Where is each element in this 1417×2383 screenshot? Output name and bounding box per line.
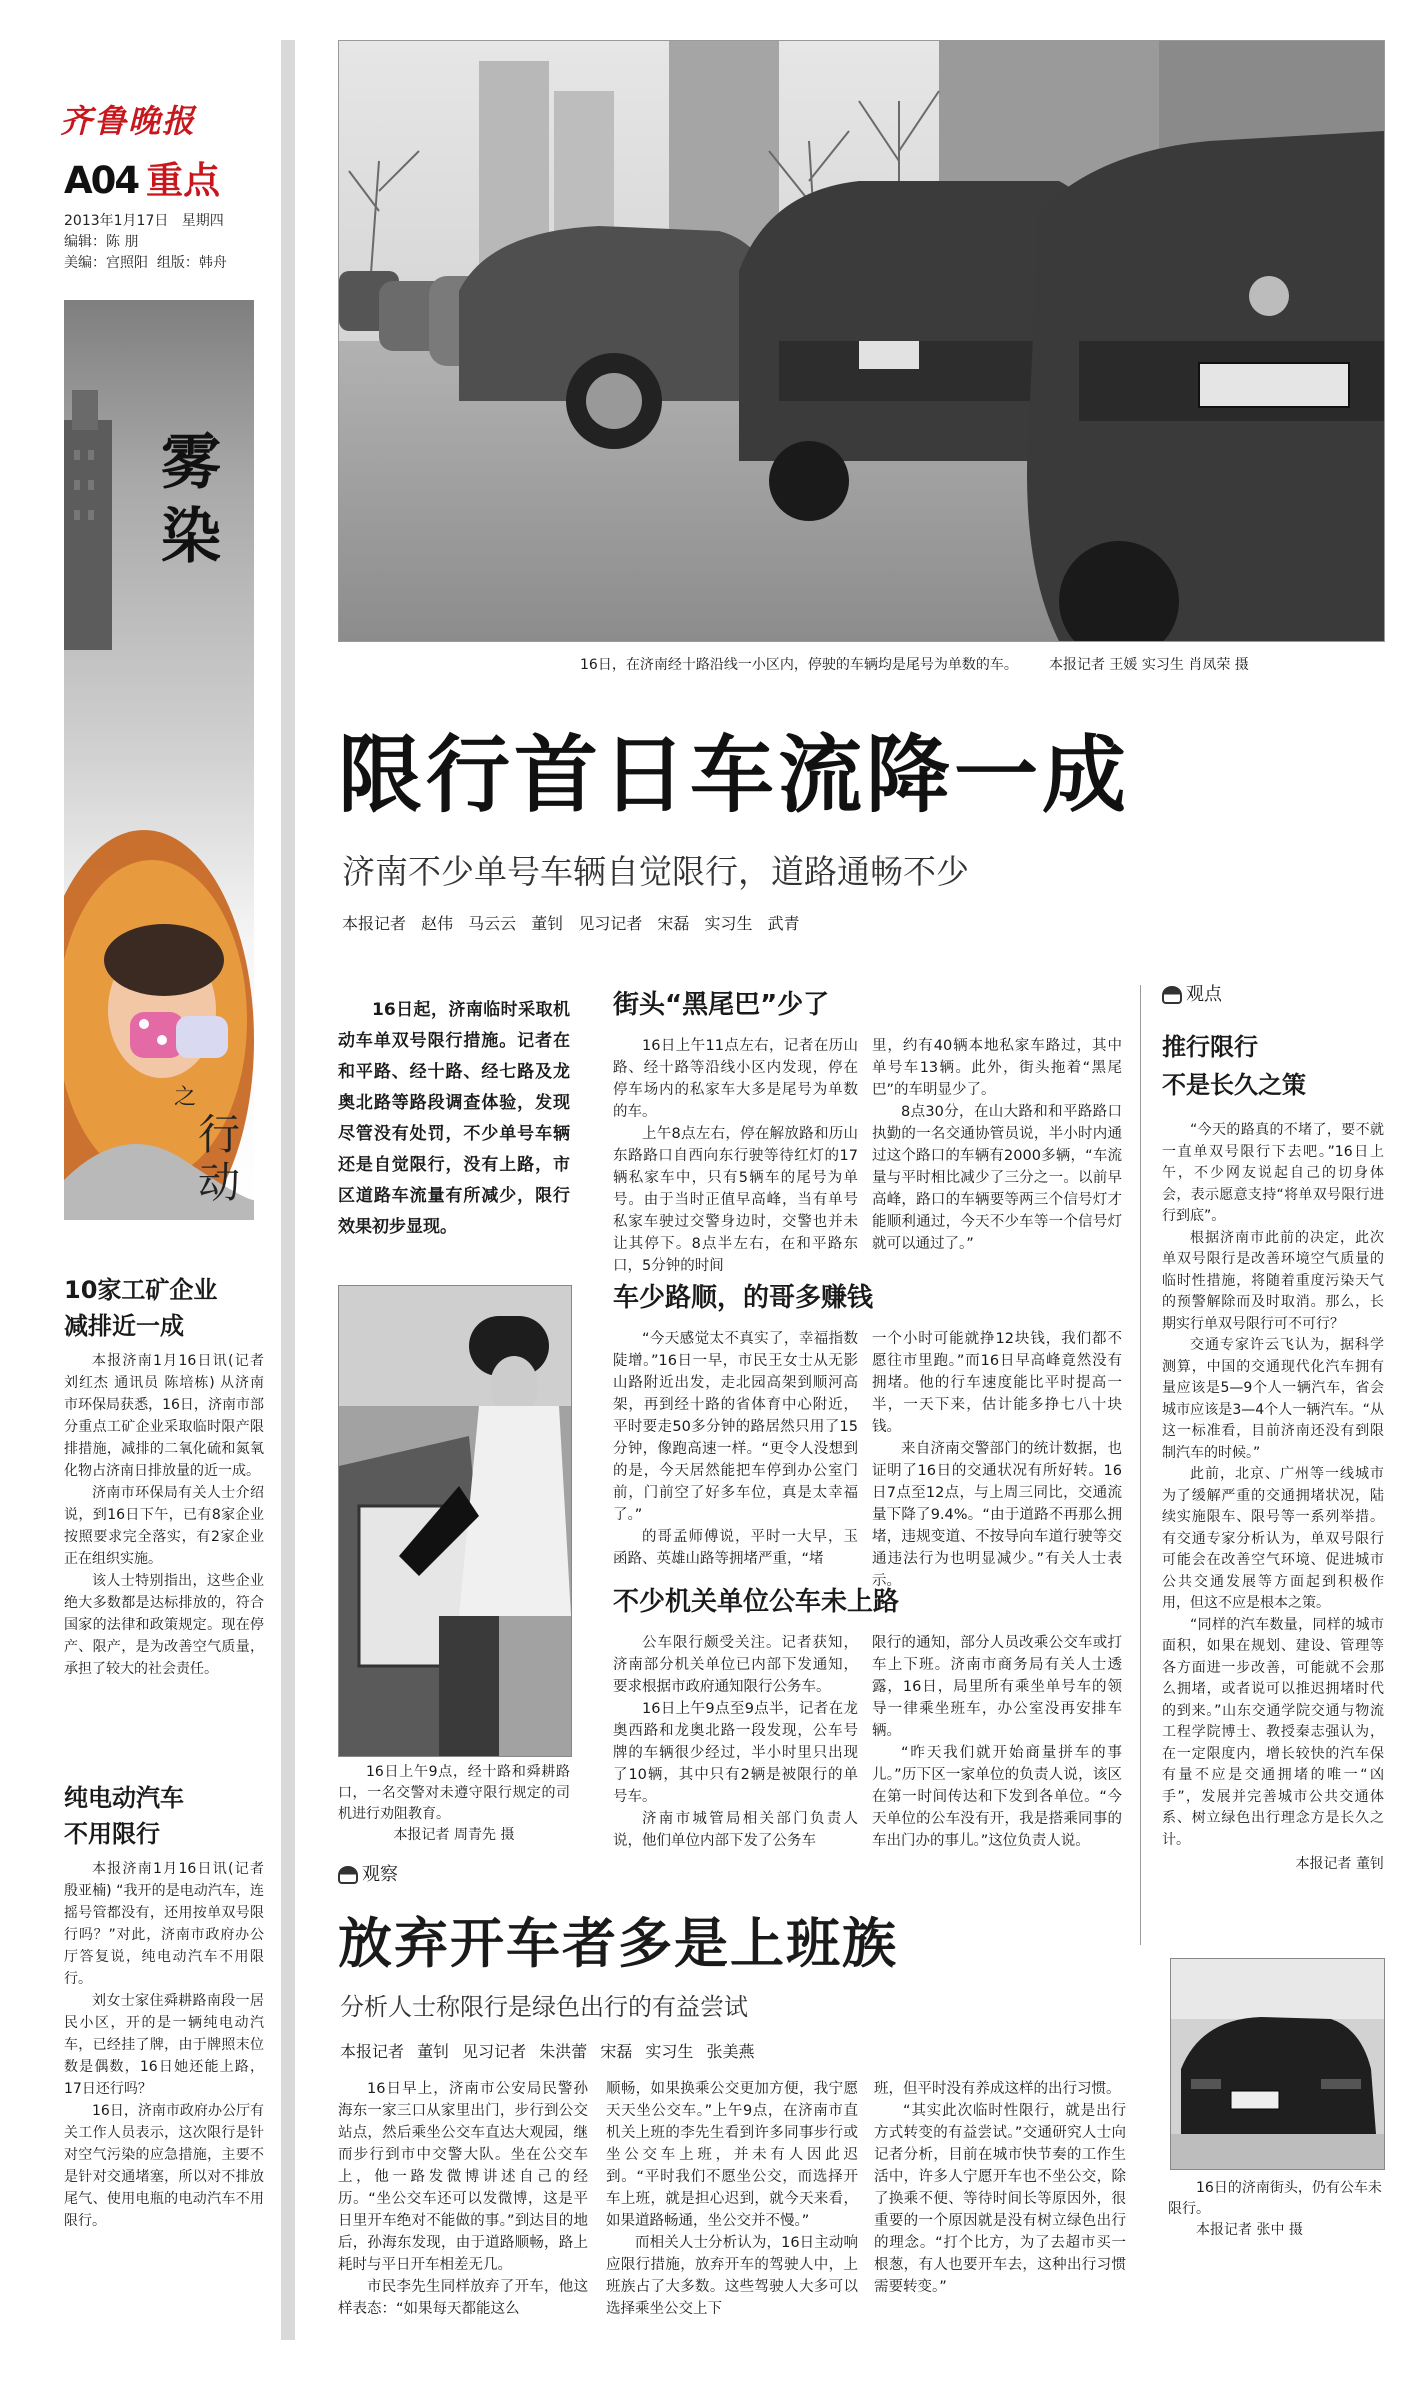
banner-subtitle (174, 1080, 250, 1207)
paragraph: 本报济南1月16日讯(记者 刘红杰 通讯员 陈培栋) 从济南市环保局获悉，16日，济南市部分重点工矿企业采取临时限产限排措施，减排的二氧化硫和氮氧化物占济南日排放量的近一成。 (64, 1353, 264, 1479)
paragraph: 来自济南交警部门的统计数据，也证明了16日的交通状况有所好转。16日7点至12点，与上周三同比，交通流量下降了9.4%。“由于道路不再那么拥堵，违规变道、不按导向车道行驶等交通违法行为也明显减少。”有关人士表示。 (872, 1441, 1122, 1589)
issue-date: 2013年1月17日 (64, 213, 169, 229)
section-title: 不少机关单位公车未上路 (613, 1587, 900, 1617)
opinion-title: 推行限行 不是长久之策 (1162, 1033, 1306, 1099)
banner-title (146, 426, 236, 574)
second-col-1 (338, 2078, 588, 2320)
caption-text: 16日，在济南经十路沿线一小区内，停驶的车辆均是尾号为单数的车。 (580, 657, 1018, 673)
banner-image (64, 300, 254, 1220)
masthead (40, 58, 270, 288)
paragraph: 里，约有40辆本地私家车路过，其中单号车13辆。此外，街头拖着“黑尾巴”的车明显少了。 (872, 1038, 1122, 1098)
paragraph: 16日，济南市政府办公厅有关工作人员表示，这次限行是针对空气污染的应急措施，主要不是针对交通堵塞，所以对不排放尾气、使用电瓶的电动汽车不用限行。 (64, 2103, 264, 2229)
paragraph: 公车限行颇受关注。记者获知，济南部分机关单位已内部下发通知，要求根据市政府通知限行公务车。 (613, 1635, 858, 1695)
mid-photo-caption (338, 1762, 570, 1846)
banner-subtitle-char: 行 (197, 1110, 240, 1159)
paragraph: 16日上午9点至9点半，记者在龙奥西路和龙奥北路一段发现，公车号牌的车辆很少经过，半小时里只出现了10辆，其中只有2辆是被限行的单号车。 (613, 1701, 858, 1805)
paragraph: “其实此次临时性限行，就是出行方式转变的有益尝试。”交通研究人士向记者分析，目前在城市快节奏的工作生活中，许多人宁愿开车也不坐公交，除了换乘不便、等待时间长等原因外，很重要的一个原因就是没有树立绿色出行的理念。“打个比方，为了去超市买一根葱，有人也要开车去，这种出行习惯需要转变。” (874, 2103, 1126, 2295)
column-divider (1140, 985, 1141, 1945)
paragraph: 刘女士家住舜耕路南段一居民小区，开的是一辆纯电动汽车，已经挂了牌，由于牌照末位数是偶数，16日她还能上路，17日还行吗？ (64, 1993, 264, 2097)
opinion-column (1162, 982, 1384, 1873)
paragraph: 的哥孟师傅说，平时一大早，玉函路、英雄山路等拥堵严重，“堵 (613, 1529, 858, 1567)
caption-text: 16日的济南街头，仍有公车未限行。 (1168, 2180, 1382, 2217)
section-2-col-2 (872, 1328, 1122, 1592)
section-1-col-1 (613, 1035, 858, 1277)
paragraph: “今天的路真的不堵了，要不就一直单双号限行下去吧。”16日上午，不少网友说起自己的切身体会，表示愿意支持“将单双号限行进行到底”。 (1162, 1122, 1384, 1224)
section-2-col-1 (613, 1328, 858, 1570)
second-col-3 (874, 2078, 1126, 2298)
lead-subheadline: 济南不少单号车辆自觉限行，道路通畅不少 (342, 852, 969, 891)
second-col-2 (606, 2078, 858, 2320)
column-rule (281, 40, 295, 2340)
banner-subtitle-char: 动 (197, 1158, 240, 1207)
banner-subtitle-small: 之 (174, 1085, 197, 1110)
top-photo (338, 40, 1385, 642)
art-editor-credit: 美编：宫照阳 (64, 255, 148, 271)
section-name: 重点 (146, 159, 221, 202)
photo-credit: 本报记者 张中 摄 (1196, 2222, 1303, 2238)
paragraph: 顺畅，如果换乘公交更加方便，我宁愿天天坐公交车。”上午9点，在济南市直机关上班的李先生看到许多同事步行或坐公交车上班，并未有人因此迟到。“平时我们不愿坐公交，而选择开车上班，就是担心迟到，就今天来看，如果道路畅通，坐公交并不慢。” (606, 2081, 858, 2229)
section-title: 街头“黑尾巴”少了 (613, 990, 830, 1020)
paragraph: 8点30分，在山大路和和平路路口执勤的一名交通协管员说，半小时内通过这个路口的车辆有2000多辆，“车流量与平时相比减少了三分之一。以前早高峰，路口的车辆要等两三个信号灯才能顺利通过，今天不少车等一个信号灯就可以通过了。” (872, 1104, 1122, 1252)
paragraph: 一个小时可能就挣12块钱，我们都不愿往市里跑。”而16日早高峰竟然没有拥堵。他的行车速度能比平时提高一半，一天下来，估计能多挣七八十块钱。 (872, 1331, 1122, 1435)
paragraph: 本报济南1月16日讯(记者 殷亚楠) “我开的是电动汽车，连摇号管都没有，还用按单双号限行吗？”对此，济南市政府办公厅答复说，纯电动汽车不用限行。 (64, 1861, 264, 1987)
paragraph: 济南市环保局有关人士介绍说，到16日下午，已有8家企业按照要求完全落实，有2家企业正在组织实施。 (64, 1485, 264, 1567)
section-3-col-1 (613, 1632, 858, 1852)
intro-paragraph: 16日起，济南临时采取机动车单双号限行措施。记者在和平路、经十路、经七路及龙奥北路等路段调查体验，发现尽管没有处罚，不少单号车辆还是自觉限行，没有上路，市区道路车流量有所减少，限行效果初步显现。 (338, 1000, 570, 1237)
lead-byline: 本报记者 赵伟 马云云 董钊 见习记者 宋磊 实习生 武青 (342, 914, 800, 933)
paragraph: 此前，北京、广州等一线城市为了缓解严重的交通拥堵状况，陆续实施限车、限号等一系列举措。有交通专家分析认为，单双号限行可能会在改善空气环境、促进城市公共交通发展等方面起到积极作用，但这不应是根本之策。 (1162, 1466, 1384, 1611)
sidebar-story-title: 纯电动汽车 不用限行 (64, 1784, 184, 1848)
banner-title-char: 染 (161, 502, 221, 572)
paragraph: “同样的汽车数量，同样的城市面积，如果在规划、建设、管理等各方面进一步改善，可能就不会那么拥堵，或者说可以推迟拥堵时代的到来。”山东交通学院交通与物流工程学院博士、教授秦志强认为，在一定限度内，增长较快的汽车保有量不应是交通拥堵的唯一“凶手”，发展并完善城市公共交通体系、树立绿色出行理念方是长久之计。 (1162, 1616, 1384, 1848)
mid-photo (338, 1285, 572, 1757)
paragraph: 限行的通知，部分人员改乘公交车或打车上下班。济南市商务局有关人士透露，16日，局里所有乘坐单号车的领导一律乘坐班车，办公室没再安排车辆。 (872, 1635, 1122, 1739)
paragraph: 该人士特别指出，这些企业绝大多数都是达标排放的，符合国家的法律和政策规定。现在停产、限产，是为改善空气质量，承担了较大的社会责任。 (64, 1573, 264, 1677)
sidebar-story-1 (64, 1272, 264, 1680)
second-subheadline: 分析人士称限行是绿色出行的有益尝试 (340, 1993, 748, 2021)
eye-icon (1162, 986, 1182, 1004)
top-photo-caption (580, 655, 1380, 675)
lead-intro (338, 995, 570, 1243)
sidebar-story-body (64, 1858, 264, 2232)
paragraph: 16日早上，济南市公安局民警孙海东一家三口从家里出门，步行到公交站点，然后乘坐公交车直达大观园，继而步行到市中交警大队。坐在公交车上，他一路发微博讲述自己的经历。“坐公交车还可以发微博，这是平日里开车绝对不能做的事。”到达目的地后，孙海东发现，由于道路顺畅，路上耗时与平日开车相差无几。 (338, 2081, 588, 2273)
layout-editor-credit: 组版：韩舟 (156, 255, 227, 271)
small-photo-caption (1168, 2178, 1386, 2241)
issue-weekday: 星期四 (181, 213, 224, 229)
paragraph: “昨天我们就开始商量拼车的事儿。”历下区一家单位的负责人说，该区在第一时间传达和下发到各单位。“今天单位的公车没有开，我是搭乘同事的车出门办的事儿。”这位负责人说。 (872, 1745, 1122, 1849)
page-number: A04 (64, 159, 139, 202)
banner-title-char: 雾 (161, 428, 221, 498)
section-3-col-2 (872, 1632, 1122, 1852)
sidebar-story-title: 10家工矿企业 减排近一成 (64, 1276, 218, 1340)
section-1-col-2 (872, 1035, 1122, 1255)
second-headline: 放弃开车者多是上班族 (338, 1912, 898, 1975)
paragraph: 根据济南市此前的决定，此次单双号限行是改善环境空气质量的临时性措施，将随着重度污染天气的预警解除而及时取消。那么，长期实行单双号限行可不可行？ (1162, 1229, 1384, 1332)
paragraph: 市民李先生同样放弃了开车，他这样表态：“如果每天都能这么 (338, 2279, 588, 2317)
paragraph: 16日上午11点左右，记者在历山路、经十路等沿线小区内发现，停在停车场内的私家车大多是尾号为单数的车。 (613, 1038, 858, 1120)
photo-credit: 本报记者 周青先 摄 (393, 1827, 515, 1843)
sidebar-story-2 (64, 1780, 264, 2232)
small-photo (1170, 1958, 1385, 2170)
paragraph: 班，但平时没有养成这样的出行习惯。 (874, 2081, 1121, 2097)
sidebar-story-body (64, 1350, 264, 1680)
paragraph: 上午8点左右，停在解放路和历山东路路口自西向东行驶等待红灯的17辆私家车中，只有5辆车的尾号为单号。由于当时正值早高峰，当有单号私家车驶过交警身边时，交警也并未让其停下。8点半左右，在和平路东口，5分钟的时间 (613, 1126, 858, 1274)
opinion-byline: 本报记者 董钊 (1295, 1856, 1384, 1872)
paragraph: 济南市城管局相关部门负责人说，他们单位内部下发了公务车 (613, 1811, 858, 1849)
caption-text: 16日上午9点，经十路和舜耕路口，一名交警对未遵守限行规定的司机进行劝阻教育。 (338, 1764, 570, 1822)
photo-credit: 本报记者 王媛 实习生 肖凤荣 摄 (1048, 657, 1249, 673)
paragraph: 交通专家许云飞认为，据科学测算，中国的交通现代化汽车拥有量应该是5—9个人一辆汽车，省会城市应该是3—4个人一辆汽车。“从这一标准看，目前济南还没有到限制汽车的时候。” (1162, 1337, 1384, 1461)
eye-icon (338, 1866, 358, 1884)
section-title: 车少路顺，的哥多赚钱 (613, 1283, 874, 1313)
second-byline: 本报记者 董钊 见习记者 朱洪蕾 宋磊 实习生 张美燕 (340, 2042, 755, 2061)
paper-logo: 齐鲁晚报 (60, 102, 197, 140)
opinion-body (1162, 1120, 1384, 1851)
second-story-tag: 观察 (338, 1862, 398, 1888)
paragraph: “今天感觉太不真实了，幸福指数陡增。”16日一早，市民王女士从无影山路附近出发，走北园高架到顺河高架，再到经十路的省体育中心附近，平时要走50多分钟的路居然只用了15分钟，像跑高速一样。“更令人没想到的是，今天居然能把车停到办公室门前，门前空了好多车位，真是太幸福了。” (613, 1331, 858, 1523)
opinion-tag: 观点 (1162, 982, 1384, 1008)
paragraph: 而相关人士分析认为，16日主动响应限行措施，放弃开车的驾驶人中，上班族占了大多数。这些驾驶人大多可以选择乘坐公交上下 (606, 2235, 858, 2317)
editor-credit: 编辑：陈 朋 (64, 234, 139, 250)
lead-headline: 限行首日车流降一成 (338, 726, 1131, 824)
